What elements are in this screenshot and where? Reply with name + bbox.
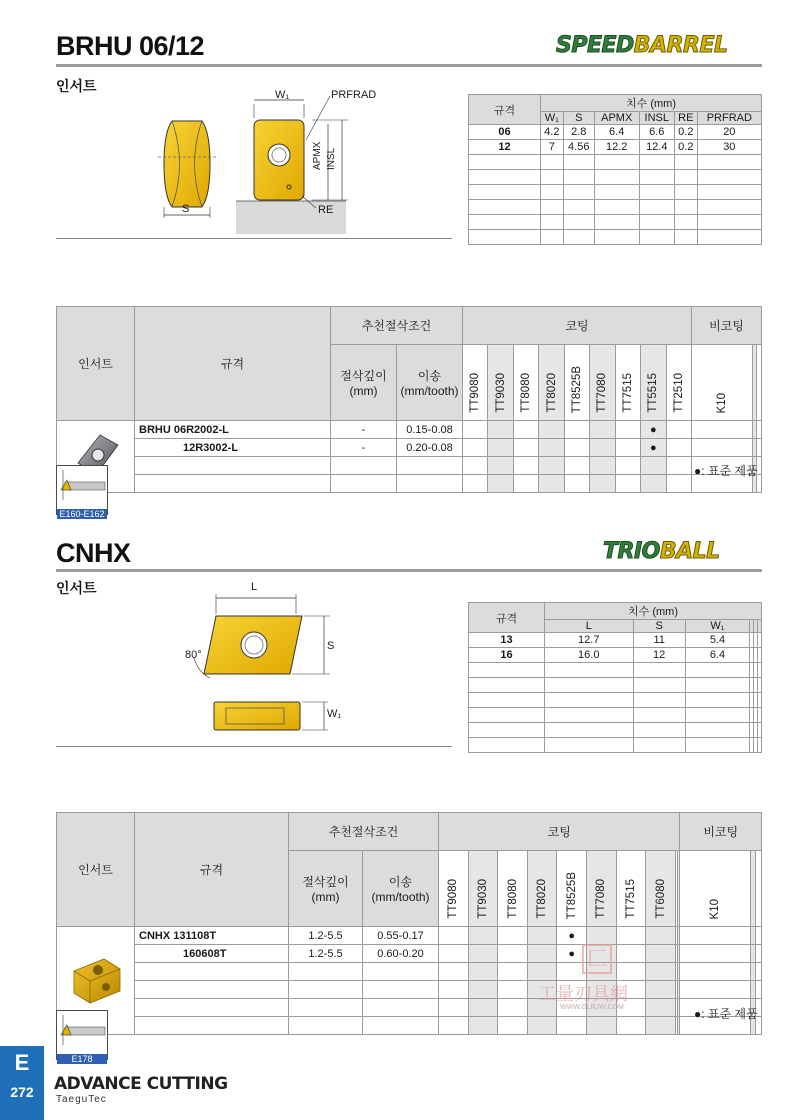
spec-header: 규격	[135, 307, 331, 421]
col-w1: W₁	[541, 112, 564, 125]
coating-header: 코팅	[463, 307, 692, 345]
col-insl: INSL	[639, 112, 674, 125]
table-row	[469, 648, 762, 663]
cell: 4.56	[563, 140, 594, 155]
ref-page-label: E178	[57, 1054, 107, 1064]
empty-row	[57, 457, 762, 475]
spec-header: 규격	[135, 813, 289, 927]
insert-label: 인서트	[56, 78, 97, 94]
cell: 4.2	[541, 125, 564, 140]
empty-row	[57, 981, 762, 999]
empty-row	[469, 155, 762, 170]
cell: 16.0	[545, 648, 634, 663]
empty-row	[57, 475, 762, 493]
spec-cell: 160608T	[135, 945, 289, 963]
label-re: RE	[318, 204, 334, 216]
cnhx-ordering-table	[56, 812, 762, 1035]
grade-tt5515: TT5515	[641, 345, 666, 421]
label-angle: 80°	[185, 649, 202, 661]
table-row	[57, 927, 762, 945]
empty-row	[469, 693, 762, 708]
depth-cell: 1.2-5.5	[289, 927, 363, 945]
insert-label: 인서트	[56, 580, 97, 596]
watermark-logo-icon: 匚	[582, 944, 612, 974]
diagram-baseline	[56, 746, 452, 747]
coating-header: 코팅	[439, 813, 680, 851]
feed-header: 이송 (mm/tooth)	[363, 851, 439, 927]
empty-row	[469, 738, 762, 753]
standard-dot: ●	[641, 421, 666, 439]
cell: 12	[633, 648, 685, 663]
cell: 7	[541, 140, 564, 155]
uncoated-header: 비코팅	[680, 813, 762, 851]
empty-row	[469, 170, 762, 185]
depth-cell: -	[331, 421, 397, 439]
section-tab	[0, 1046, 44, 1120]
spec-cell: 12R3002-L	[135, 439, 331, 457]
col-l: L	[545, 620, 634, 633]
col-w1: W₁	[685, 620, 749, 633]
grade-tt9080: TT9080	[439, 851, 469, 927]
grade-tt7515: TT7515	[616, 851, 646, 927]
table-row	[469, 140, 762, 155]
empty-row	[469, 200, 762, 215]
table-row	[57, 421, 762, 439]
row-code: 16	[469, 648, 545, 663]
label-prfrad: PRFRAD	[331, 89, 377, 101]
feed-cell: 0.15-0.08	[397, 421, 463, 439]
label-w1: W₁	[275, 89, 290, 101]
grade-k10: K10	[691, 345, 752, 421]
row-code: 06	[469, 125, 541, 140]
advance-cutting-logo: ADVANCE CUTTING	[54, 1074, 228, 1094]
brand-word-2: BALL	[659, 539, 720, 564]
table-row	[57, 439, 762, 457]
section-letter: E	[14, 1050, 30, 1075]
row-code: 12	[469, 140, 541, 155]
cell: 5.4	[685, 633, 749, 648]
diagram-baseline	[56, 238, 452, 239]
table-row	[469, 125, 762, 140]
company-name: TaeguTec	[56, 1094, 107, 1105]
feed-header: 이송 (mm/tooth)	[397, 345, 463, 421]
brand-word-1: SPEED	[556, 33, 634, 58]
spec-header: 규격	[469, 95, 541, 125]
ref-page-label: E160-E162	[57, 509, 107, 519]
uncoated-header: 비코팅	[691, 307, 761, 345]
page-number: 272	[10, 1084, 34, 1100]
label-s: S	[327, 640, 335, 652]
grade-tt8080: TT8080	[498, 851, 528, 927]
feed-cell: 0.55-0.17	[363, 927, 439, 945]
insert-header: 인서트	[57, 307, 135, 421]
row-code: 13	[469, 633, 545, 648]
cnhx-insert-photo	[66, 949, 126, 1009]
cell: 12.7	[545, 633, 634, 648]
toolholder-icon	[57, 1011, 107, 1049]
brhu-dimension-table	[468, 94, 762, 245]
cond-header: 추천절삭조건	[289, 813, 439, 851]
page-title-cnhx: CNHX	[56, 538, 131, 568]
brhu-insert-diagram	[150, 84, 450, 240]
cell: 0.2	[674, 125, 697, 140]
dims-header: 치수 (mm)	[545, 603, 762, 620]
cell: 2.8	[563, 125, 594, 140]
brhu-ordering-table	[56, 306, 762, 493]
cond-header: 추천절삭조건	[331, 307, 463, 345]
label-w1: W₁	[327, 708, 342, 720]
brand-word-1: TRIO	[603, 539, 660, 564]
empty-row	[469, 678, 762, 693]
dims-header: 치수 (mm)	[541, 95, 762, 112]
empty-row	[57, 1017, 762, 1035]
empty-row	[57, 999, 762, 1017]
table-row	[469, 633, 762, 648]
standard-dot: ●	[557, 927, 587, 945]
label-apmx: APMX	[312, 141, 323, 170]
label-s: S	[182, 203, 190, 215]
label-insl: INSL	[326, 147, 337, 170]
feed-cell: 0.60-0.20	[363, 945, 439, 963]
grade-k10: K10	[680, 851, 751, 927]
cell: 20	[697, 125, 761, 140]
cell: 6.6	[639, 125, 674, 140]
grade-tt8525b: TT8525B	[564, 345, 589, 421]
grade-tt7080: TT7080	[587, 851, 617, 927]
cell: 0.2	[674, 140, 697, 155]
depth-cell: 1.2-5.5	[289, 945, 363, 963]
spec-cell: BRHU 06R2002-L	[135, 421, 331, 439]
watermark-text: 工量刃具網	[538, 984, 628, 1005]
insert-header: 인서트	[57, 813, 135, 927]
grade-tt8525b: TT8525B	[557, 851, 587, 927]
title-rule	[56, 64, 762, 67]
standard-dot: ●	[641, 439, 666, 457]
watermark-url: WWW.GLRJW.COM	[560, 1004, 624, 1011]
col-apmx: APMX	[594, 112, 639, 125]
title-rule	[56, 569, 762, 572]
brand-word-2: BARREL	[633, 33, 728, 58]
grade-tt9030: TT9030	[468, 851, 498, 927]
grade-tt9030: TT9030	[488, 345, 513, 421]
table-row	[57, 945, 762, 963]
cell: 11	[633, 633, 685, 648]
empty-row	[469, 663, 762, 678]
standard-legend: ●: 표준 제품	[694, 464, 758, 478]
depth-cell: -	[331, 439, 397, 457]
feed-cell: 0.20-0.08	[397, 439, 463, 457]
col-re: RE	[674, 112, 697, 125]
standard-dot: ●	[557, 945, 587, 963]
empty-row	[469, 215, 762, 230]
cnhx-dimension-table	[468, 602, 762, 753]
empty-row	[469, 185, 762, 200]
standard-legend: ●: 표준 제품	[694, 1007, 758, 1021]
toolholder-ref-e160[interactable]	[56, 465, 108, 519]
cell: 6.4	[685, 648, 749, 663]
trio-ball-logo	[603, 539, 720, 564]
grade-tt8080: TT8080	[513, 345, 538, 421]
grade-tt7080: TT7080	[590, 345, 615, 421]
toolholder-ref-e178[interactable]	[56, 1010, 108, 1064]
empty-row	[469, 708, 762, 723]
spec-header: 규격	[469, 603, 545, 633]
grade-tt2510: TT2510	[666, 345, 691, 421]
cell: 6.4	[594, 125, 639, 140]
grade-tt9080: TT9080	[463, 345, 488, 421]
toolholder-icon	[57, 466, 107, 504]
depth-header: 절삭깊이 (mm)	[289, 851, 363, 927]
cell: 30	[697, 140, 761, 155]
grade-tt7515: TT7515	[615, 345, 640, 421]
speed-barrel-logo	[556, 33, 728, 58]
empty-row	[469, 723, 762, 738]
grade-tt6080: TT6080	[646, 851, 676, 927]
col-prfrad: PRFRAD	[697, 112, 761, 125]
spec-cell: CNHX 131108T	[135, 927, 289, 945]
empty-row	[57, 963, 762, 981]
empty-row	[469, 230, 762, 245]
col-s: S	[633, 620, 685, 633]
depth-header: 절삭깊이 (mm)	[331, 345, 397, 421]
page-title-brhu: BRHU 06/12	[56, 31, 205, 61]
label-l: L	[251, 581, 258, 593]
col-s: S	[563, 112, 594, 125]
grade-tt8020: TT8020	[539, 345, 564, 421]
cell: 12.2	[594, 140, 639, 155]
cell: 12.4	[639, 140, 674, 155]
grade-tt8020: TT8020	[527, 851, 557, 927]
cnhx-insert-diagram	[180, 580, 340, 750]
